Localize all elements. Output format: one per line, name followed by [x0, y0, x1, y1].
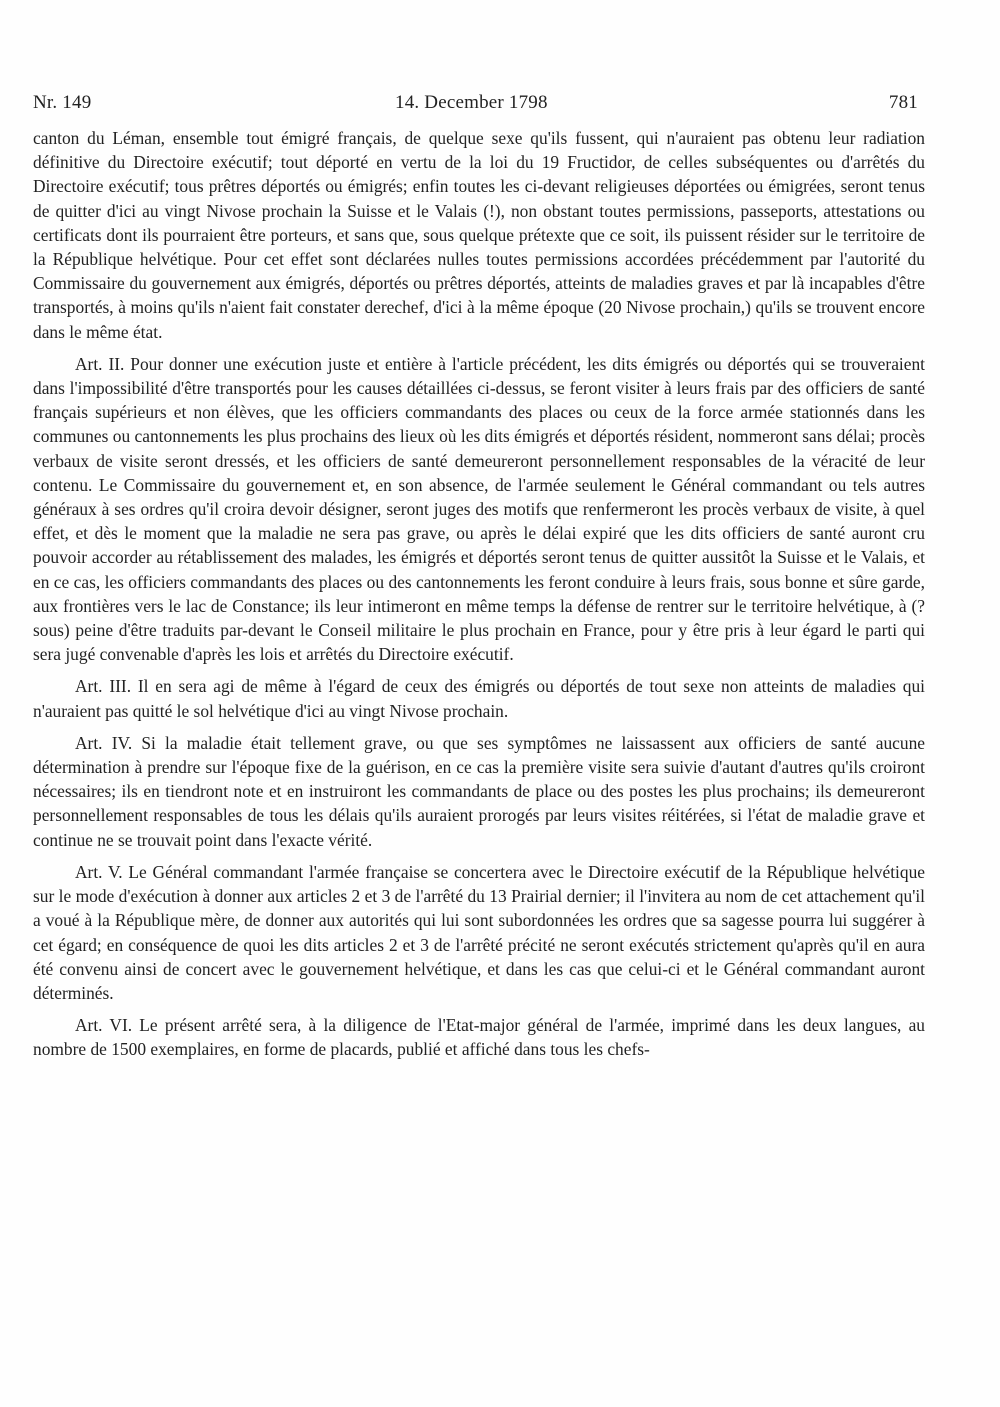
document-number: Nr. 149	[33, 92, 92, 113]
paragraph-art-4: Art. IV. Si la maladie était tellement grave, ou que ses symptômes ne laissassent aux officiers de santé aucune détermination à prendre sur l'époque fixe de la guérison, en ce cas la première visite sera suivie d'autant d'autres qu'ils croiront nécessaires; ils en tiendront note et en instruiront les commandants de place ou des postes les plus prochains; ils demeureront personnellement responsables de tous les délais qu'ils auraient prorogés par leurs visites réitérées, si l'état de maladie grave et continue ne se trouvait point dans l'exacte vérité.	[33, 732, 925, 850]
paragraph-art-6: Art. VI. Le présent arrêté sera, à la diligence de l'Etat-major général de l'armée, imprimé dans les deux langues, au nombre de 1500 exemplaires, en forme de placards, publié et affiché dans tous les chefs-	[33, 1015, 925, 1060]
body-text	[33, 126, 925, 1062]
document-date: 14. December 1798	[395, 92, 548, 113]
page-header	[33, 92, 918, 120]
paragraph-art-2: Art. II. Pour donner une exécution juste et entière à l'article précédent, les dits émigrés ou déportés qui se trouveraient dans l'impossibilité d'être transportés pour les causes détaillées ci-dessus, se feront visiter à leurs frais par des officiers de santé français supérieurs et non élèves, que les officiers commandants des places ou ceux de la force armée stationnés dans les communes ou cantonnements les plus prochains des lieux où les dits émigrés et déportés résident, nommeront sans délai; procès verbaux de visite seront dressés, et les officiers de santé demeureront personnellement responsables de la véracité de leur contenu. Le Commissaire du gouvernement et, en son absence, de l'armée seulement le Général commandant ou tels autres généraux à ses ordres qu'il croira devoir désigner, seront juges des motifs que renfermeront les procès verbaux de visite, à quel effet, et dès le moment que la maladie ne sera pas grave, ou après le délai expiré que les dits officiers de santé auront cru pouvoir accorder au rétablissement des malades, les émigrés et déportés seront tenus de quitter aussitôt la Suisse et le Valais, et en ce cas, les officiers commandants des places ou des cantonnements les feront conduire à leurs frais, sous bonne et sûre garde, aux frontières vers le lac de Constance; ils leur intimeront en même temps la défense de rentrer sur le territoire helvétique, à (? sous) peine d'être traduits par-devant le Conseil militaire le plus prochain en France, pour y être pris à leur égard le parti qui sera jugé convenable d'après les lois et arrêtés du Directoire exécutif.	[33, 353, 925, 665]
page-number: 781	[888, 92, 918, 113]
paragraph-art-3: Art. III. Il en sera agi de même à l'égard de ceux des émigrés ou déportés de tout sexe non atteints de maladies qui n'auraient pas quitté le sol helvétique d'ici au vingt Nivose prochain.	[33, 676, 925, 721]
paragraph-continuation: canton du Léman, ensemble tout émigré français, de quelque sexe qu'ils fussent, qui n'auraient pas obtenu leur radiation définitive du Directoire exécutif; tout déporté en vertu de la loi du 19 Fructidor, de celles subséquentes ou d'arrêtés du Directoire exécutif; tous prêtres déportés ou émigrés; enfin toutes les ci-devant religieuses déportées ou émigrées, seront tenus de quitter d'ici au vingt Nivose prochain la Suisse et le Valais (!), non obstant toutes permissions, passeports, attestations ou certificats dont ils pourraient être porteurs, et sans que, sous quelque prétexte que ce soit, ils puissent résider sur le territoire de la République helvétique. Pour cet effet sont déclarées nulles toutes permissions accordées précédemment par l'autorité du Commissaire du gouvernement aux émigrés, déportés ou prêtres déportés, atteints de maladies graves et par là incapables d'être transportés, à moins qu'ils n'aient fait constater derechef, d'ici à la même époque (20 Nivose prochain,) qu'ils se trouvent encore dans le même état.	[33, 128, 925, 342]
paragraph-art-5: Art. V. Le Général commandant l'armée française se concertera avec le Directoire exécutif de la République helvétique sur le mode d'exécution à donner aux articles 2 et 3 de l'arrêté du 13 Prairial dernier; il l'invitera au nom de cet attachement qu'il a voué à la République mère, de donner aux autorités qui lui sont subordonnées les ordres que sa sagesse pourra lui suggérer à cet égard; en conséquence de quoi les dits articles 2 et 3 de l'arrêté précité ne seront exécutés strictement qu'après qu'il en aura été convenu ainsi de concert avec le gouvernement helvétique, et dans les cas que celui-ci et le Général commandant auront déterminés.	[33, 861, 925, 1003]
